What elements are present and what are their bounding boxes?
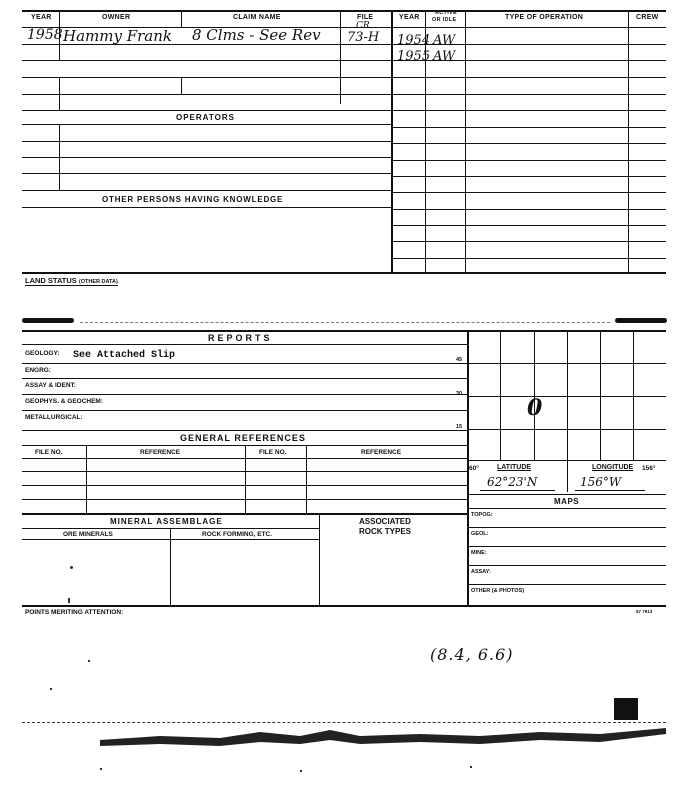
dashed-line (80, 322, 610, 323)
maps-topog: TOPOG: (471, 512, 493, 518)
handwritten-coordinates: (8.4, 6.6) (430, 645, 514, 664)
grid-line (467, 363, 666, 364)
grid-num-45: 45 (456, 357, 463, 363)
land-status-text: LAND STATUS (25, 276, 77, 285)
speck (50, 688, 52, 690)
associated-label-2: ROCK TYPES (359, 527, 412, 536)
activity-2-status: AW (433, 49, 456, 64)
row-line (391, 225, 666, 226)
row-line (22, 344, 467, 345)
row-line (22, 430, 467, 431)
row-line (391, 77, 666, 78)
col-line (86, 445, 87, 513)
speck (68, 598, 70, 603)
col-line (306, 445, 307, 513)
col-line-main (391, 10, 393, 272)
points-meriting-attention-label: POINTS MERITING ATTENTION: (25, 609, 124, 616)
maps-geol: GEOL: (471, 531, 489, 537)
row1-file-top: CR (356, 21, 370, 31)
header-file: FILE (357, 14, 374, 21)
row-line (391, 241, 666, 242)
header-year: YEAR (31, 14, 52, 21)
col-line (59, 77, 60, 110)
row-line (22, 378, 467, 379)
row1-year: 1958 (27, 27, 63, 43)
row-line (22, 471, 467, 472)
row-line (22, 173, 391, 174)
ref-header-reference-2: REFERENCE (361, 449, 402, 456)
col-line (340, 10, 341, 104)
row-line (22, 207, 391, 208)
row1-owner: Hammy Frank (63, 27, 172, 45)
row-line (391, 143, 666, 144)
grid-num-15: 15 (456, 424, 463, 430)
maps-title: MAPS (554, 497, 580, 506)
scan-smudge (22, 318, 74, 323)
scan-smudge (615, 318, 667, 323)
row-line (467, 527, 666, 528)
row-line (467, 584, 666, 585)
row-line (22, 44, 391, 45)
row-line (467, 508, 666, 509)
row-line (22, 94, 391, 95)
mineral-assemblage-title: MINERAL ASSEMBLAGE (110, 517, 223, 526)
header-active: ACTIVE (435, 10, 457, 16)
reports-top-border (22, 330, 666, 332)
row-line (467, 565, 666, 566)
top-border (22, 10, 666, 12)
speck (88, 660, 90, 662)
row-line (391, 127, 666, 128)
col-line (319, 513, 320, 606)
assay-ident-label: ASSAY & IDENT: (25, 382, 76, 389)
geology-label: GEOLOGY: (25, 350, 60, 357)
row-line (391, 258, 666, 259)
row-line (391, 44, 666, 45)
maps-other: OTHER (& PHOTOS) (471, 588, 525, 594)
row-line (22, 141, 391, 142)
scan-edge-line (22, 722, 666, 723)
latitude-tick: 60° (469, 465, 479, 472)
row-line (391, 176, 666, 177)
longitude-tick: 156° (642, 465, 656, 472)
speck (300, 770, 302, 772)
grid-line (633, 330, 634, 460)
metallurgical-label: METALLURGICAL: (25, 414, 83, 421)
row-line (22, 157, 391, 158)
latitude-value: 62°23'N (487, 475, 538, 489)
row-line (467, 494, 666, 495)
ref-header-file-no-2: FILE NO. (259, 449, 287, 456)
row-line (391, 60, 666, 61)
ref-header-file-no-1: FILE NO. (35, 449, 63, 456)
header-claim-name: CLAIM NAME (233, 14, 281, 21)
row-line (22, 77, 391, 78)
reports-title: REPORTS (208, 333, 273, 343)
row-line (391, 110, 666, 111)
row-line (391, 94, 666, 95)
row-line (22, 124, 391, 125)
row-line (22, 499, 467, 500)
row-line (391, 209, 666, 210)
row-line (22, 60, 391, 61)
ref-header-reference-1: REFERENCE (140, 449, 181, 456)
col-line (245, 445, 246, 513)
longitude-value: 156°W (580, 475, 622, 489)
longitude-label: LONGITUDE (592, 464, 634, 471)
header-or-idle: OR IDLE (432, 17, 457, 23)
circled-number: 0 (527, 395, 543, 421)
land-status-sub: (OTHER DATA) (78, 279, 118, 285)
col-line (181, 10, 182, 27)
row1-file: 73-H (347, 30, 380, 45)
row1-claim: 8 Clms - See Rev (192, 26, 321, 44)
header-year-2: YEAR (399, 14, 420, 21)
row-line (22, 485, 467, 486)
row-line (467, 546, 666, 547)
grid-line (467, 429, 666, 430)
rock-forming-label: ROCK FORMING, ETC. (202, 531, 273, 538)
activity-1-year: 1954 (397, 33, 431, 48)
speck (100, 768, 102, 770)
grid-line (567, 460, 568, 492)
grid-line (467, 396, 666, 397)
row-line (22, 394, 467, 395)
header-crew: CREW (636, 14, 659, 21)
activity-1-status: AW (433, 33, 456, 48)
grid-num-30: 30 (456, 391, 463, 397)
row-line (22, 410, 467, 411)
scan-marker-square (614, 698, 638, 720)
col-line (59, 124, 60, 190)
header-type-of-operation: TYPE OF OPERATION (505, 14, 584, 21)
col-line (465, 10, 466, 272)
operators-title: OPERATORS (176, 113, 235, 122)
latitude-label: LATITUDE (497, 464, 532, 471)
scan-noise-band (100, 724, 666, 750)
ore-minerals-label: ORE MINERALS (63, 531, 113, 538)
row-line (22, 190, 391, 191)
engrg-label: ENGRG: (25, 367, 51, 374)
underline (575, 490, 645, 491)
speck (470, 766, 472, 768)
row-line (22, 513, 467, 515)
form-number: 57 7913 (636, 609, 653, 614)
geophys-label: GEOPHYS. & GEOCHEM: (25, 398, 104, 405)
reports-bottom-border (22, 605, 666, 607)
top-section-bottom (22, 272, 666, 274)
row-line (22, 363, 467, 364)
row-line (391, 160, 666, 161)
geology-value: See Attached Slip (73, 350, 176, 361)
row-line (391, 192, 666, 193)
activity-2-year: 1955 (397, 49, 431, 64)
general-references-title: GENERAL REFERENCES (180, 433, 306, 443)
grid-line (567, 330, 568, 460)
col-line (628, 10, 629, 272)
associated-label-1: ASSOCIATED (359, 517, 411, 526)
grid-line (500, 330, 501, 460)
other-persons-title: OTHER PERSONS HAVING KNOWLEDGE (102, 195, 284, 204)
maps-mine: MINE: (471, 550, 487, 556)
underline (480, 490, 555, 491)
row-line (22, 110, 391, 111)
maps-assay: ASSAY: (471, 569, 491, 575)
land-status-label (25, 276, 118, 286)
col-line (170, 528, 171, 606)
col-line (181, 77, 182, 94)
grid-line (600, 330, 601, 460)
header-owner: OWNER (102, 14, 131, 21)
ink-dot (70, 566, 73, 569)
